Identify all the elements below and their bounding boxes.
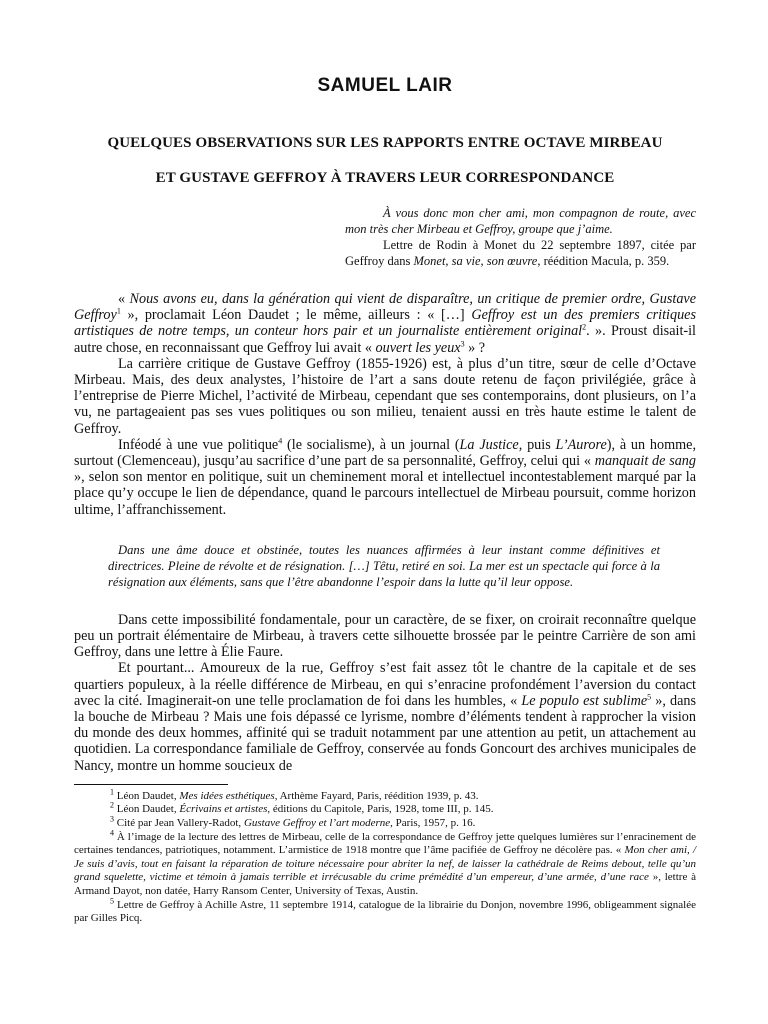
footnote-3-text-c: , Paris, 1957, p. 16. [390,817,476,830]
p3-text-i: », selon son mentor en politique, suit un cheminement moral et intellectuel incontestablement marqué par la place qu’y occupe le lien de dépendance, quand le parcours intellectuel de Mirbeau poursuit, comme horizon ultime, l’affranchissement. [74,469,696,518]
p3-journal-aurore: L’Aurore [555,436,607,453]
footnote-2-number: 2 [110,800,114,810]
p3-text-e: , puis [518,436,556,453]
paragraph-4: Dans cette impossibilité fondamentale, pour un caractère, de se fixer, on croirait reconnaître quelque peu un portrait élémentaire de Mirbeau, à travers cette silhouette brossée par le peintre Carrière de son ami Geffroy, dans une lettre à Élie Faure. [74,611,696,661]
footnote-1-title: Mes idées esthétiques [179,789,275,802]
title-line-2: ET GUSTAVE GEFFROY À TRAVERS LEUR CORRESPONDANCE [155,170,615,186]
footnote-5-number: 5 [110,895,114,905]
epigraph-source [345,237,696,269]
p1-text-a: « [118,291,130,307]
p1-text-j: » ? [464,339,486,356]
footnote-4-quote: Mon cher ami, / Je suis d’avis, tout en faisant la réparation de toiture nécessaire pour abriter la nef, de laisser la cathédrale de Reims debout, telle qu’un grand squelette, victime et témoin à jamais terrible et irrécusable du crime prémédité d’un empereur, d’une armée, d’une race [74,844,697,884]
p3-text-c: (le socialisme), à un journal ( [282,436,460,453]
title-line-1: QUELQUES OBSERVATIONS SUR LES RAPPORTS ENTRE OCTAVE MIRBEAU [107,135,663,151]
p5-text-a: Et pourtant... Amoureux de la rue, Geffroy s’est fait assez tôt le chantre de la capitale et de ses quartiers populeux, à la réelle différence de Mirbeau, en qui s’enracine profondément l’aversion du contact avec la cité. Imaginerait-on une telle proclamation de foi dans les humbles, « [74,660,696,709]
epigraph-source-book: Monet, sa vie, son œuvre [413,254,538,268]
p3-text-a: Inféodé à une vue politique [118,436,279,453]
epigraph-source-text: Lettre de Rodin à Monet du 22 septembre 1897, citée par Geffroy dans [345,238,696,268]
footnote-3-number: 3 [110,814,114,824]
body-section-2 [74,612,696,774]
footnote-2-text-a: Léon Daudet, [114,803,180,816]
footnotes [74,787,697,926]
epigraph-quote: À vous donc mon cher ami, mon compagnon de route, avec mon très cher Mirbeau et Geffroy, groupe que j’aime. [345,206,696,236]
p1-text-d: », proclamait Léon Daudet ; le même, ailleurs : « […] [120,307,472,324]
footnote-1-number: 1 [110,787,114,797]
footnote-1-text-a: Léon Daudet, [114,789,180,802]
footnote-3 [74,814,696,831]
author-name: SAMUEL LAIR [317,75,453,96]
paragraph-5 [74,660,696,773]
footnote-separator [74,784,228,785]
footnote-1 [74,787,696,804]
p3-journal-la-justice: La Justice [459,436,519,453]
epigraph-source-edition: , réédition Macula, p. 359. [537,254,670,268]
footnote-4-number: 4 [110,828,114,837]
footnote-2-text-c: , éditions du Capitole, Paris, 1928, tome III, p. 145. [267,803,494,816]
footnote-2 [74,800,696,817]
footnote-4-text-c: », lettre à Armand Dayot, non datée, Harry Ransom Center, University of Texas, Austin. [74,871,696,898]
footnote-5 [74,895,696,926]
footnote-ref-4: 4 [278,436,283,446]
block-quote: Dans une âme douce et obstinée, toutes les nuances affirmées à leur instant comme définitives et directrices. Pleine de révolte et de résignation. […] Têtu, retiré en soi. La mer est un spectacle qui force à la résignation aux éléments, sans que l’être abandonne l’espoir dans la lutte qu’il leur oppose. [108,542,660,589]
footnote-ref-3: 3 [460,338,465,348]
p1-quote-daudet-2: Geffroy est un des premiers critiques artistiques de notre temps, un conteur hors pair et un journaliste entièrement original [74,307,697,340]
footnote-1-text-c: , Arthème Fayard, Paris, réédition 1939, p. 43. [274,789,479,802]
paragraph-3 [74,437,696,518]
p5-quote-populo: Le populo est sublime [521,692,648,709]
footnote-4 [74,828,697,899]
footnote-3-title: Gustave Geffroy et l’art moderne [243,817,391,830]
footnote-ref-1: 1 [116,306,121,316]
footnote-5-text: Lettre de Geffroy à Achille Astre, 11 septembre 1914, catalogue de la librairie du Donjon, novembre 1996, obligeamment signalée par Gilles Picq. [74,898,696,925]
p3-quote-sang: manquait de sang [594,453,696,470]
p1-quote-daudet: Nous avons eu, dans la génération qui vient de disparaître, un critique de premier ordre, Gustave Geffroy [74,291,697,324]
p1-quote-proust: ouvert les yeux [375,339,461,356]
footnote-3-text-a: Cité par Jean Vallery-Radot, [114,817,244,830]
footnote-ref-2: 2 [582,322,587,332]
p5-text-d: », dans la bouche de Mirbeau ? Mais une fois dépassé ce lyrisme, nombre d’éléments tendent à rapprocher la vision du monde des deux hommes, affinité qui se traduit notamment par une attention au petit, un attachement au quotidien. La correspondance familiale de Geffroy, conservée au fonds Goncourt des archives municipales de Nancy, montre un homme soucieux de [74,692,696,774]
body-section-1 [74,291,696,518]
paragraph-2: La carrière critique de Gustave Geffroy (1855-1926) est, à plus d’un titre, sœur de celle d’Octave Mirbeau. Mais, des deux analystes, l’histoire de l’art a sans doute retenu de façon privilégiée, grâce à l’entreprise de Pierre Michel, l’activité de Mirbeau, cependant que ses contemporains, dont plusieurs, on l’a vu, ne partageaient pas ses vues politiques ou son milieu, tenaient aussi en très haute estime le talent de Geffroy. [74,355,696,437]
footnote-2-title: Écrivains et artistes [179,803,268,816]
p1-text-g: . ». Proust disait-il autre chose, en reconnaissant que Geffroy lui avait « [74,323,696,356]
epigraph [345,205,696,269]
p3-text-g: ), à un homme, surtout (Clemenceau), jusqu’au sacrifice d’une part de sa personnalité, Geffroy, celui qui « [74,436,697,470]
footnote-ref-5: 5 [647,692,652,702]
footnote-4-text-a: À l’image de la lecture des lettres de Mirbeau, celle de la correspondance de Geffroy jette quelques lumières sur l’enracinement de certaines tendances, patriotiques, notamment. L’armistice de 1918 montre que l’âme pacifiée de Geffroy ne décolère pas. « [74,830,696,857]
paragraph-1 [74,291,696,356]
